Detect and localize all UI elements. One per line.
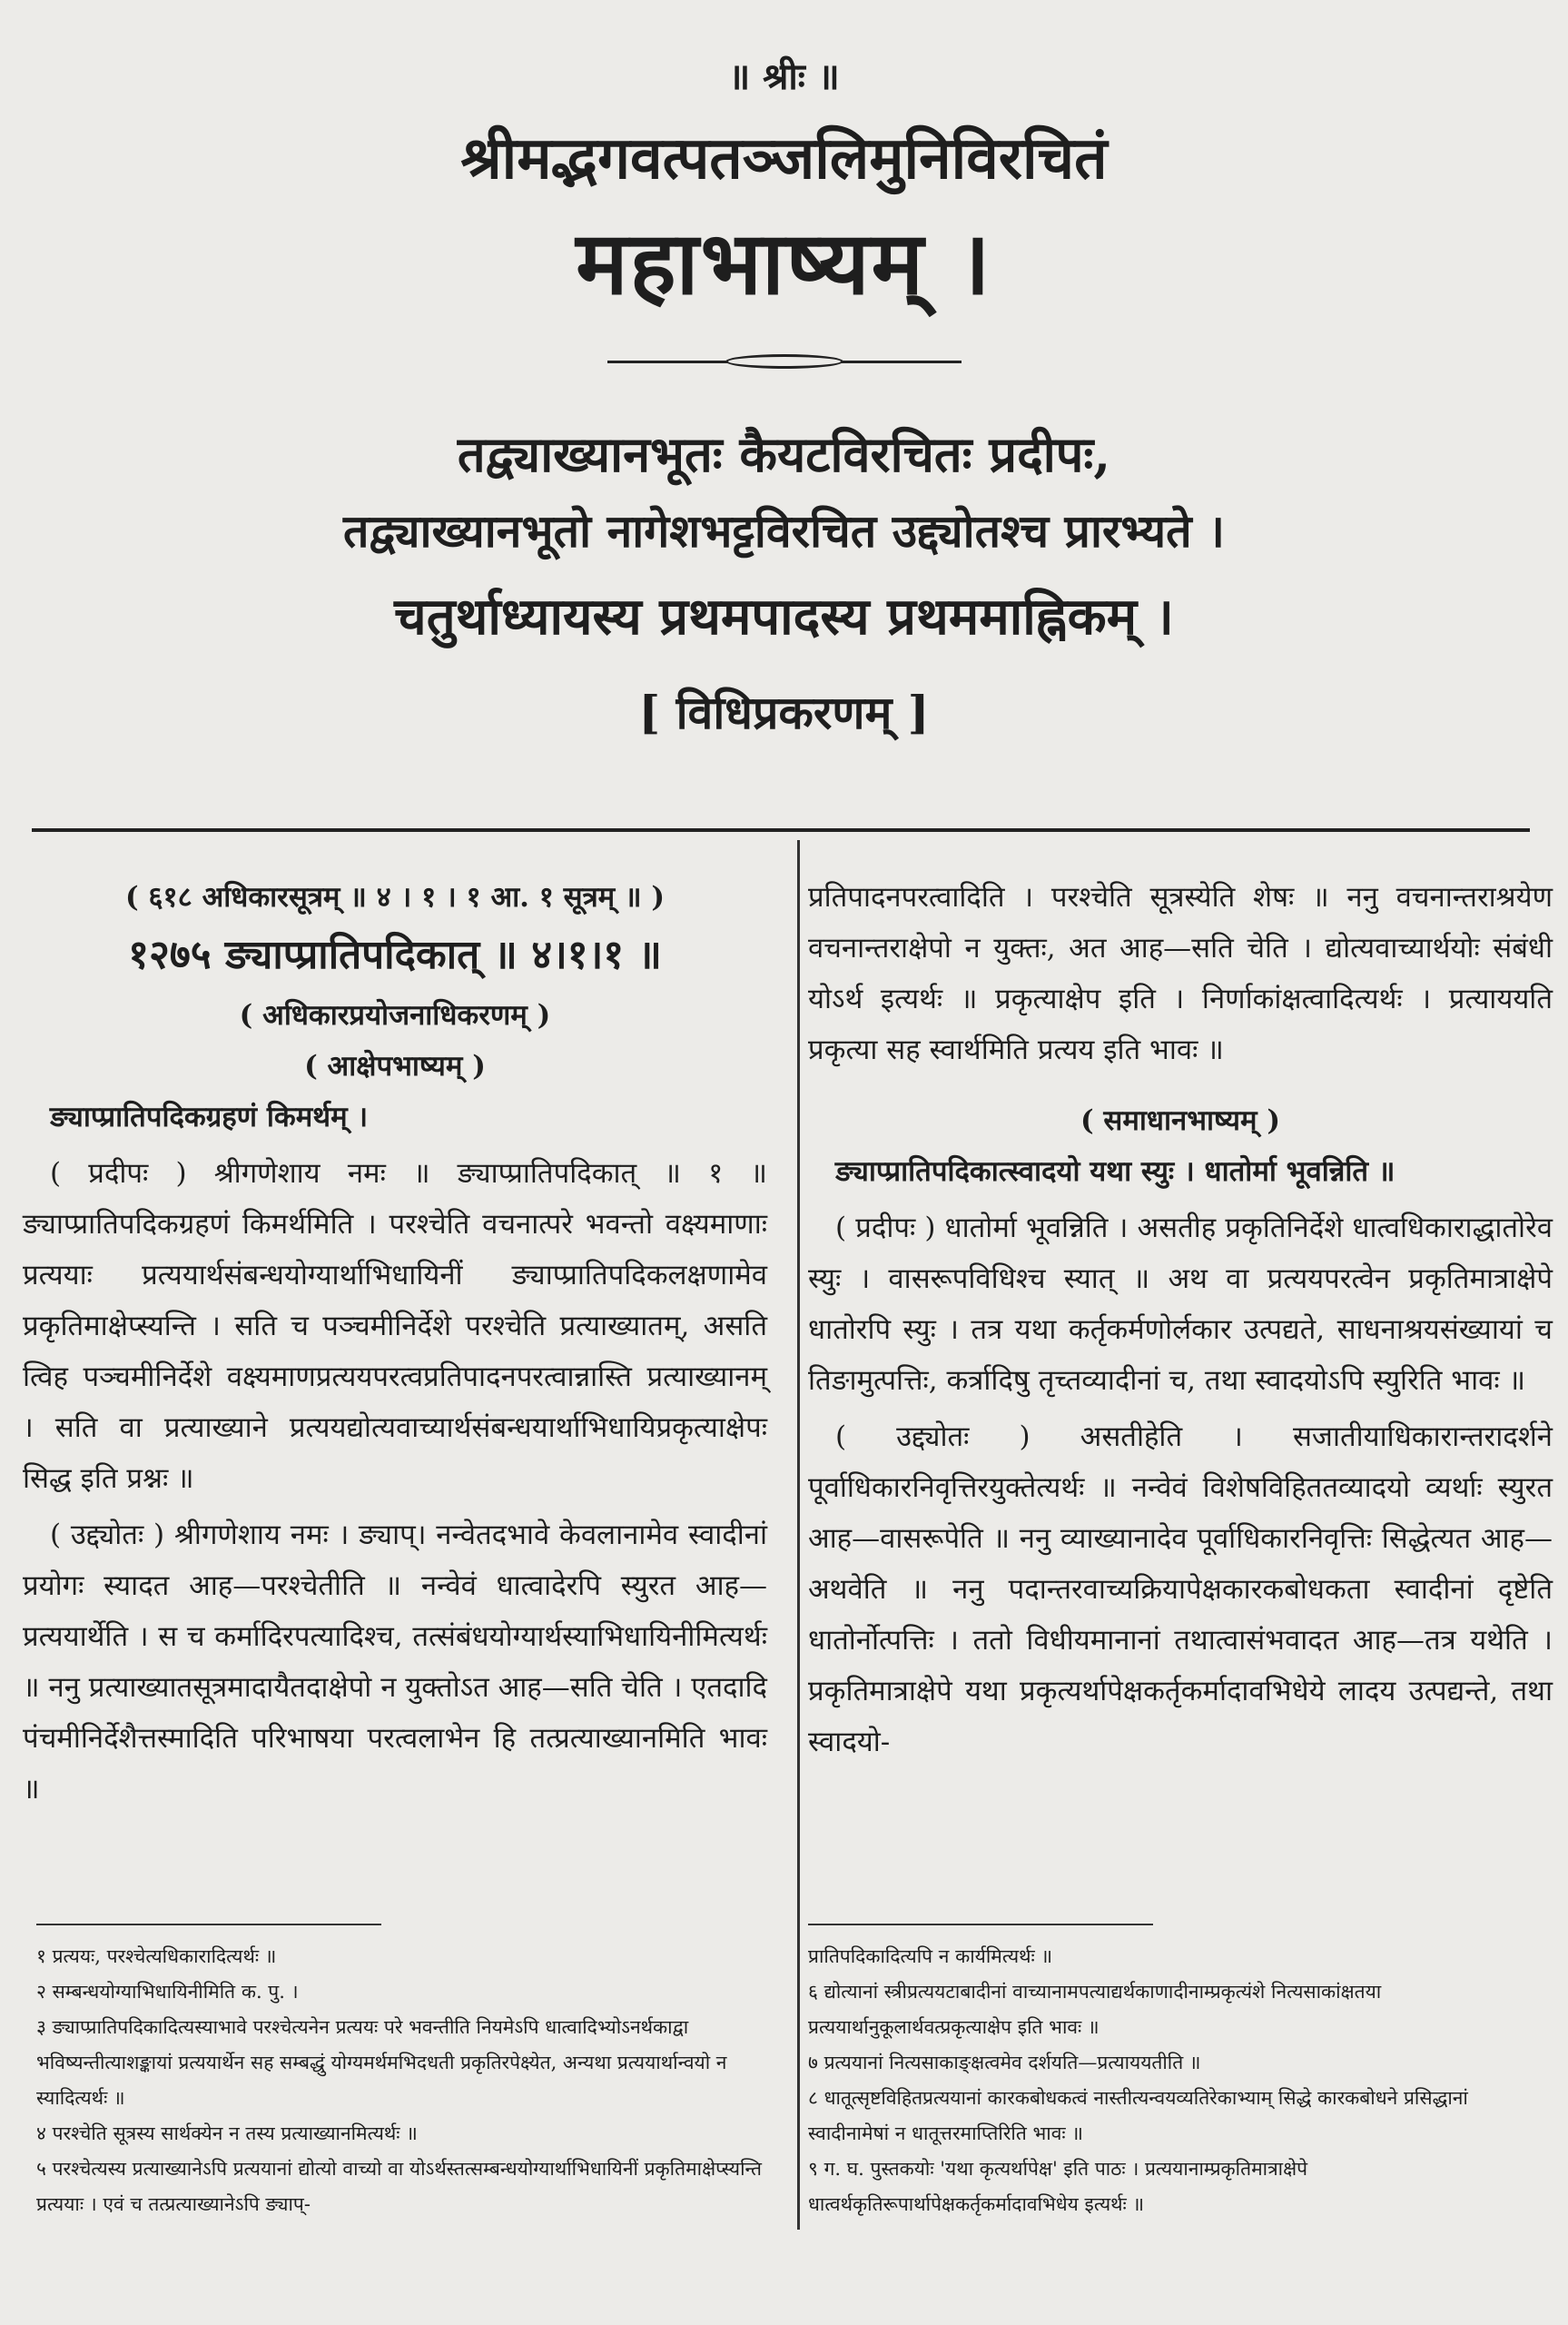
uddyota-commentary-right: ( उद्द्योतः ) असतीहेति । सजातीयाधिकारान्तरादर्शने पूर्वाधिकारनिवृत्तिरयुक्तेत्यर्थः ॥ नन्वेवं विशेषविहिततव्यादयो व्यर्थाः स्युरत आह—वासरूपेति ॥ ननु व्याख्यानादेव पूर्वाधिकारनिवृत्तिः सिद्धेत्यत आह—अथवेति ॥ ननु पदान्तरवाच्यक्रियापेक्षकारकबोधकता स्वादीनां दृष्टेति धातोर्नोत्पत्तिः । ततो विधीयमानानां तथात्वासंभवादत आह—तत्र यथेति । प्रकृतिमात्राक्षेपे यथा प्रकृत्यर्थापेक्षकर्तृकर्मादावभिधेये लादय उत्पद्यन्ते, तथा स्वादयो- [808,1420,1553,1758]
pradipa-commentary-right: ( प्रदीपः ) धातोर्मा भूवन्निति । असतीह प्रकृतिनिर्देशे धात्वधिकाराद्धातोरेव स्युः । वासरूपविधिश्च स्यात् ॥ अथ वा प्रत्ययपरत्वेन प्रकृतिमात्राक्षेपे धातोरपि स्युः । तत्र यथा कर्तृकर्मणोर्लकार उत्पद्यते, साधनाश्रयसंख्यायां च तिङामुत्पत्तिः, कर्त्रादिषु तृच्तव्यादीनां च, तथा स्वादयोऽपि स्युरिति भावः ॥ [808,1212,1553,1397]
footnotes-left [36,1939,772,2222]
footnote: ६ द्योत्यानां स्त्रीप्रत्ययटाबादीनां वाच्यानामपत्याद्यर्थकाणादीनाम्प्रकृत्यंशे नित्यसाकांक्षतया प्रत्ययार्थानुकूलार्थवत्प्रकृत्याक्षेप इति भावः ॥ [808,1981,1382,2038]
main-title: महाभाष्यम् । [576,212,992,314]
title-line-1: श्रीमद्भगवत्पतञ्जलिमुनिविरचितं [460,124,1108,193]
column-divider [797,840,800,2230]
ornament-divider [607,354,962,369]
akshepa-label: ( आक्षेपभाष्यम् ) [304,1050,486,1083]
footnote: ५ परश्चेत्यस्य प्रत्याख्यानेऽपि प्रत्ययानां द्योत्यो वाच्यो वा योऽर्थस्तत्सम्बन्धयोग्यार्थाभिधायिनीं प्रकृतिमाक्षेप्स्यन्ति प्रत्ययाः । एवं च तत्प्रत्याख्यानेऽपि ङ्याप्- [36,2158,762,2215]
samadhana-label: ( समाधानभाष्यम् ) [1080,1104,1281,1137]
sutra-heading: १२७५ ङ्याप्प्रातिपदिकात् ॥ ४।१।१ ॥ [128,932,662,978]
subtitle-uddyota: तद्व्याख्यानभूतो नागेशभट्टविरचित उद्द्योतश्च प्रारभ्यते । [342,504,1226,558]
pradipa-commentary: ( प्रदीपः ) श्रीगणेशाय नमः ॥ ङ्याप्प्रातिपदिकात् ॥ १ ॥ ङ्याप्प्रातिपदिकग्रहणं किमर्थमिति । परश्चेति वचनात्परे भवन्तो वक्ष्यमाणाः प्रत्ययाः प्रत्ययार्थसंबन्धयोग्यार्थाभिधायिनीं ङ्याप्प्रातिपदिकलक्षणामेव प्रकृतिमाक्षेप्स्यन्ति । सति च पञ्चमीनिर्देशे परश्चेति प्रत्याख्यातम्, असति त्विह पञ्चमीनिर्देशे वक्ष्यमाणप्रत्ययपरत्वप्रतिपादनपरत्वान्नास्ति प्रत्याख्यानम् । सति वा प्रत्याख्याने प्रत्ययद्योत्यवाच्यार्थसंबन्धयार्थाभिधायिप्रकृत्याक्षेपः सिद्ध इति प्रश्नः ॥ [23,1157,767,1495]
footnotes-right [808,1939,1553,2222]
uddyota-commentary: ( उद्द्योतः ) श्रीगणेशाय नमः । ङ्याप्। नन्वेतदभावे केवलानामेव स्वादीनां प्रयोगः स्यादत आह—परश्चेतीति ॥ नन्वेवं धात्वादेरपि स्युरत आह—प्रत्ययार्थेति । स च कर्मादिरपत्यादिश्च, तत्संबंधयोग्यार्थस्याभिधायिनीमित्यर्थः ॥ ननु प्रत्याख्यातसूत्रमादायैतदाक्षेपो न युक्तोऽत आह—सति चेति । एतदादि पंचमीनिर्देशैत्तस्मादिति परिभाषया परत्वलाभेन हि तत्प्रत्याख्यानमिति भावः ॥ [23,1519,767,1806]
right-column [808,872,1553,1773]
sutra-reference: ( ६१८ अधिकारसूत्रम् ॥ ४ । १ । १ आ. १ सूत्रम् ॥ ) [124,881,666,914]
footnote: ३ ङ्याप्प्रातिपदिकादित्यस्याभावे परश्चेत्यनेन प्रत्ययः परे भवन्तीति नियमेऽपि धात्वादिभ्योऽनर्थकाद्वा भविष्यन्तीत्याशङ्कायां प्रत्ययार्थेन सह सम्बद्धुं योग्यमर्थमभिदधती प्रकृतिरपेक्ष्येत, अन्यथा प्रत्ययार्थान्वयो न स्यादित्यर्थः ॥ [36,2016,727,2109]
footnote: १ प्रत्ययः, परश्चेत्यधिकारादित्यर्थः ॥ [36,1945,277,1967]
footnote: ९ ग. घ. पुस्तकयोः 'यथा कृत्यर्थापेक्ष' इति पाठः । प्रत्ययानाम्प्रकृतिमात्राक्षेपे धात्वर्थकृतिरूपार्थापेक्षकर्तृकर्मादावभिधेय इत्यर्थः ॥ [808,2158,1308,2215]
footnote-rule-right [808,1924,1153,1925]
adhikarana-label: ( अधिकारप्रयोजनाधिकरणम् ) [239,999,551,1032]
footnote: २ सम्बन्धयोग्याभिधायिनीमिति क. पु. । [36,1981,299,2003]
header-rule [32,828,1530,832]
bhashya-question: ङ्याप्प्रातिपदिकग्रहणं किमर्थम् । [50,1101,369,1133]
subtitle-pradipa: तद्व्याख्यानभूतः कैयटविरचितः प्रदीपः, [457,425,1111,483]
section-heading: [ विधिप्रकरणम् ] [638,686,930,739]
page-header [0,50,1568,742]
footnote-rule-left [36,1924,381,1925]
invocation: ॥ श्रीः ॥ [728,55,840,98]
footnote: ४ परश्चेति सूत्रस्य सार्थक्येन न तस्य प्रत्याख्यानमित्यर्थः ॥ [36,2122,418,2144]
footnote: प्रातिपदिकादित्यपि न कार्यमित्यर्थः ॥ [808,1945,1053,1967]
continued-text: प्रतिपादनपरत्वादिति । परश्चेति सूत्रस्येति शेषः ॥ ननु वचनान्तराश्रयेण वचनान्तराक्षेपो न युक्तः, अत आह—सति चेति । द्योत्यवाच्यार्थयोः संबंधी योऽर्थ इत्यर्थः ॥ प्रकृत्याक्षेप इति । निर्णाकांक्षत्वादित्यर्थः । प्रत्याययति प्रकृत्या सह स्वार्थमिति प्रत्यय इति भावः ॥ [808,881,1553,1066]
chapter-heading: चतुर्थाध्यायस्य प्रथमपादस्य प्रथममाह्निकम् । [394,587,1174,647]
footnote: ८ धातूत्सृष्टविहितप्रत्ययानां कारकबोधकत्वं नास्तीत्यन्वयव्यतिरेकाभ्याम् सिद्धे कारकबोधने प्रसिद्धानां स्वादीनामेषां न धातूत्तरमाप्तिरिति भावः ॥ [808,2087,1468,2144]
footnote: ७ प्रत्ययानां नित्यसाकाङ्क्षत्वमेव दर्शयति—प्रत्याययतीति ॥ [808,2052,1201,2073]
bhashya-answer: ङ्याप्प्रातिपदिकात्स्वादयो यथा स्युः । धातोर्मा भूवन्निति ॥ [835,1155,1395,1188]
left-column [23,872,767,1820]
